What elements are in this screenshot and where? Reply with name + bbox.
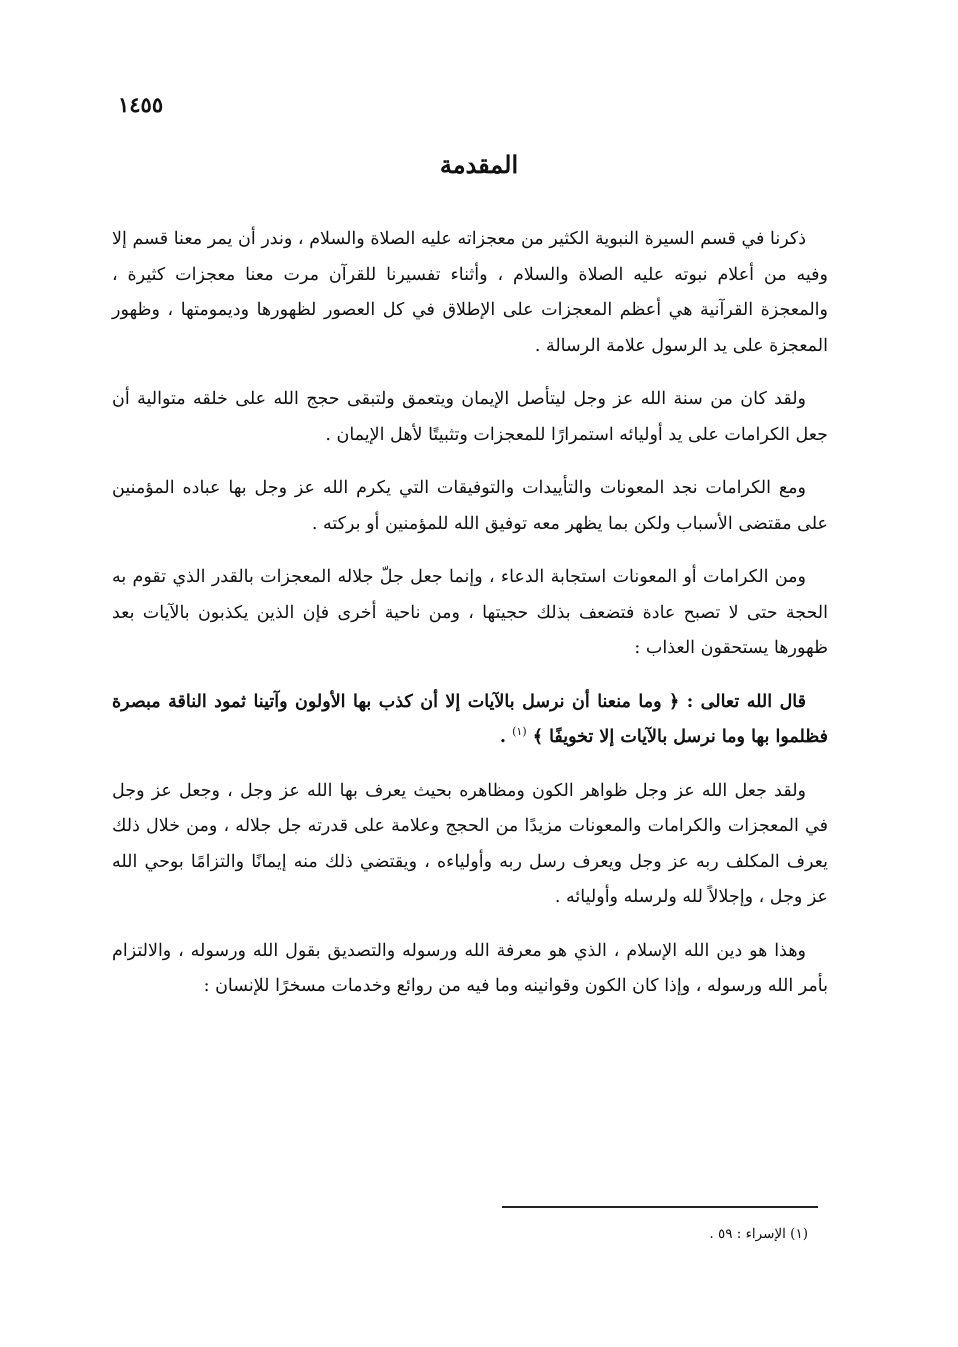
quote-text: قال الله تعالى : ﴿ وما منعنا أن نرسل بالآيات إلا أن كذب بها الأولون وآتينا ثمود الناقة مبصرة فظلموا بها وما نرسل بالآيات إلا تخويفًا ﴾ [112, 691, 828, 747]
paragraph: ومن الكرامات أو المعونات استجابة الدعاء ، وإنما جعل جلّ جلاله المعجزات بالقدر الذي تقوم به الحجة حتى لا تصبح عادة فتضعف بذلك حجيتها ، ومن ناحية أخرى فإن الذين يكذبون بالآيات بعد ظهورها يستحقون العذاب : [112, 567, 828, 658]
quran-quote [112, 685, 828, 756]
footnote-ref-marker[interactable]: (١) [512, 725, 527, 739]
footnote-divider [502, 1206, 818, 1208]
paragraph: ذكرنا في قسم السيرة النبوية الكثير من معجزاته عليه الصلاة والسلام ، وندر أن يمر معنا قسم إلا وفيه من أعلام نبوته عليه الصلاة والسلام ، وأثناء تفسيرنا للقرآن مرت معنا معجزات كثيرة ، والمعجزة القرآنية هي أعظم المعجزات على الإطلاق في كل العصور لظهورها وديمومتها ، وظهور المعجزة على يد الرسول علامة الرسالة . [112, 229, 828, 356]
footnote: (١) الإسراء : ٥٩ . [709, 1226, 808, 1242]
quote-end: . [499, 727, 513, 747]
main-text [112, 222, 828, 1023]
paragraph: وهذا هو دين الله الإسلام ، الذي هو معرفة الله ورسوله والتصديق بقول الله ورسوله ، والالتزام بأمر الله ورسوله ، وإذا كان الكون وقوانينه وما فيه من روائع وخدمات مسخرًا للإنسان : [112, 940, 828, 996]
page-title: المقدمة [439, 150, 519, 179]
page-number: ١٤٥٥ [118, 92, 164, 117]
paragraph: ولقد كان من سنة الله عز وجل ليتأصل الإيمان ويتعمق ولتبقى حجج الله على خلقه متوالية أن جعل الكرامات على يد أوليائه استمرارًا للمعجزات وتثبيتًا لأهل الإيمان . [112, 389, 828, 445]
paragraph: ولقد جعل الله عز وجل ظواهر الكون ومظاهره بحيث يعرف بها الله عز وجل ، وجعل عز وجل في المعجزات والكرامات والمعونات مزيدًا من الحجج وعلامة على قدرته جل جلاله ، ومن خلال ذلك يعرف المكلف ربه عز وجل ويعرف رسل ربه وأولياءه ، ويقتضي ذلك منه إيمانًا والتزامًا بوحي الله عز وجل ، وإجلالاً لله ولرسله وأوليائه . [112, 780, 828, 907]
paragraph: ومع الكرامات نجد المعونات والتأييدات والتوفيقات التي يكرم الله عز وجل بها عباده المؤمنين على مقتضى الأسباب ولكن بما يظهر معه توفيق الله للمؤمنين أو بركته . [112, 478, 828, 534]
